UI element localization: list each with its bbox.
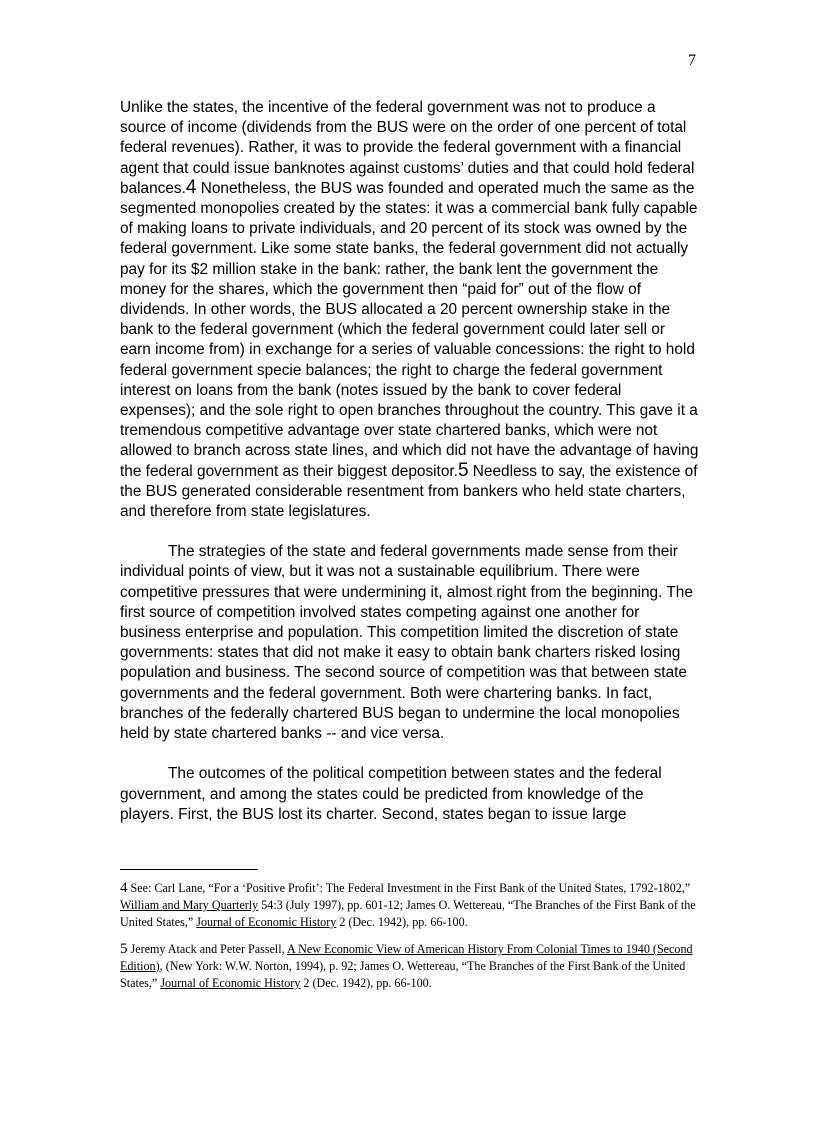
footnote-5-text-1: Jeremy Atack and Peter Passell,	[127, 942, 288, 956]
footnote-4	[120, 880, 700, 931]
footnote-5-book-title: A New Economic View of American History From Colonial Times to 1940 (Second Edition)	[120, 942, 693, 973]
paragraph-2: The strategies of the state and federal governments made sense from their individual points of view, but it was not a sustainable equilibrium. There were competitive pressures that were undermining it, almost right from the beginning. The first source of competition involved states competing against one another for business enterprise and population. This competition limited the discretion of state governments: states that did not make it easy to obtain bank charters risked losing population and business. The second source of competition was that between state governments and the federal government. Both were chartering banks. In fact, branches of the federally chartered BUS began to undermine the local monopolies held by state chartered banks -- and vice versa.	[120, 543, 693, 743]
paragraph-1-part-b: Nonetheless, the BUS was founded and operated much the same as the segmented monopolies created by the states: it was a commercial bank fully capable of making loans to private individuals, and 20 percent of its stock was owned by the federal government. Like some state banks, the federal government did not actually pay for its $2 million stake in the bank: rather, the bank lent the government the money for the shares, which the government then “paid for” out of the flow of dividends. In other words, the BUS allocated a 20 percent ownership stake in the bank to the federal government (which the federal government could later sell or earn income from) in exchange for a series of valuable concessions: the right to hold federal government specie balances; the right to charge the federal government interest on loans from the bank (notes issued by the bank to cover federal expenses); and the sole right to open branches throughout the country. This gave it a tremendous competitive advantage over state chartered banks, which were not allowed to branch across state lines, and which did not have the advantage of having the federal government as their biggest depositor.	[120, 179, 699, 480]
footnote-4-text-2: 54:3 (July 1997), pp. 601-12; James O. Wettereau, “The Branches of the First Bank of the United States,”	[120, 898, 696, 929]
footnote-5-journal: Journal of Economic History	[160, 976, 301, 990]
footnote-4-mark: 4	[120, 880, 128, 896]
footnote-4-journal-2: Journal of Economic History	[196, 915, 337, 929]
footnote-separator	[120, 869, 258, 870]
footnote-5	[120, 941, 700, 992]
footnotes	[120, 880, 700, 992]
footnote-ref-4[interactable]: 4	[185, 176, 197, 198]
footnote-5-text-2: , (New York: W.W. Norton, 1994), p. 92; James O. Wettereau, “The Branches of the First Bank of the United States,”	[120, 959, 686, 990]
footnote-4-text-1: See: Carl Lane, “For a ‘Positive Profit’: The Federal Investment in the First Bank of the United States, 1792-1802,”	[127, 881, 691, 895]
paragraph-1	[120, 98, 700, 522]
footnote-4-journal-1: William and Mary Quarterly	[120, 898, 259, 912]
paragraph-1-part-c: Needless to say, the existence of the BUS generated considerable resentment from bankers who held state charters, and therefore from state legislatures.	[120, 462, 698, 521]
footnote-ref-5[interactable]: 5	[457, 459, 469, 481]
footnote-5-mark: 5	[120, 941, 128, 957]
paragraph-1-part-a: Unlike the states, the incentive of the federal government was not to produce a source of income (dividends from the BUS were on the order of one percent of total federal revenues). Rather, it was to provide the federal government with a financial agent that could issue banknotes against customs’ duties and that could hold federal balances.	[120, 99, 695, 197]
footnote-4-text-3: 2 (Dec. 1942), pp. 66-100.	[336, 915, 468, 929]
body-text	[120, 98, 700, 825]
footnote-5-text-3: 2 (Dec. 1942), pp. 66-100.	[300, 976, 432, 990]
paragraph-3: The outcomes of the political competition between states and the federal government, and among the states could be predicted from knowledge of the players. First, the BUS lost its charter. Second, states began to issue large	[120, 765, 662, 823]
page-number: 7	[688, 52, 696, 69]
